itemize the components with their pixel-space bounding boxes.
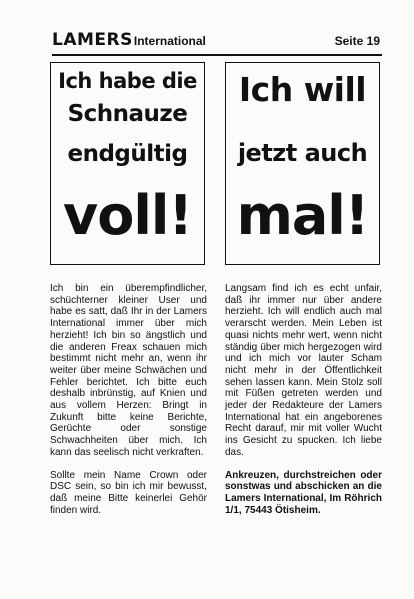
headline-right-line-3: mal!	[236, 184, 369, 247]
left-paragraph-2: Sollte mein Name Crown oder DSC sein, so bin ich mir bewusst, daß meine Bitte keinerlei Gehör finden wird.	[50, 469, 207, 516]
right-paragraph-1: Langsam find ich es echt unfair, daß ihr immer nur über andere herzieht. Ich will endlich auch mal verarscht werden. Mein Leben ist quasi nichts mehr wert, wenn nicht ständig über mich hergezogen wird und ich mich vor lauter Scham nicht mehr in der Öffentlichkeit sehen lassen kann. Mein Stolz soll mit Füßen getreten werden und jeder der Redakteure der Lamers International hat ein angeborenes Recht darauf, mir mit voller Wucht ins Gesicht zu spucken. Ich liebe das.	[225, 283, 382, 458]
headline-box-right	[225, 62, 380, 265]
logo-sub-text: International	[133, 34, 206, 48]
headline-right-line-2: jetzt auch	[237, 139, 368, 167]
headline-right-line-1: Ich will	[238, 70, 367, 109]
article-column-left	[50, 283, 207, 527]
headline-box-left	[50, 62, 205, 265]
left-paragraph-1: Ich bin ein überempfindlicher, schüchterner kleiner User und habe es satt, daß Ihr in der Lamers International immer über mich herzieht! Ich bin so ängstlich und die anderen Freax schauen mich bestimmt nicht mehr an, wenn ihr weiter über meine Schwächen und Fehler berichtet. Ich bitte euch deshalb inbrünstig, auf Knien und aus vollem Herzen: Bringt in Zukunft bitte keine Berichte, Gerüchte oder sonstige Schwachheiten über mich. Ich kann das seelisch nicht verkraften.	[50, 283, 207, 458]
headline-left-line-2: Schnauze	[67, 101, 188, 127]
header-rule	[52, 54, 382, 56]
page-number: Seite 19	[334, 34, 380, 48]
right-paragraph-2: Ankreuzen, durchstreichen oder sonstwas und abschicken an die Lamers International, Im Röhrich 1/1, 75443 Ötisheim.	[225, 469, 382, 516]
headline-left-line-3: endgültig	[67, 141, 188, 167]
page-header	[52, 30, 382, 54]
article-column-right	[225, 283, 382, 527]
magazine-logo	[52, 30, 206, 50]
headline-left-line-1: Ich habe die	[58, 69, 197, 93]
headline-left-line-4: voll!	[63, 184, 192, 247]
logo-main-text: LAMERS	[52, 30, 133, 50]
